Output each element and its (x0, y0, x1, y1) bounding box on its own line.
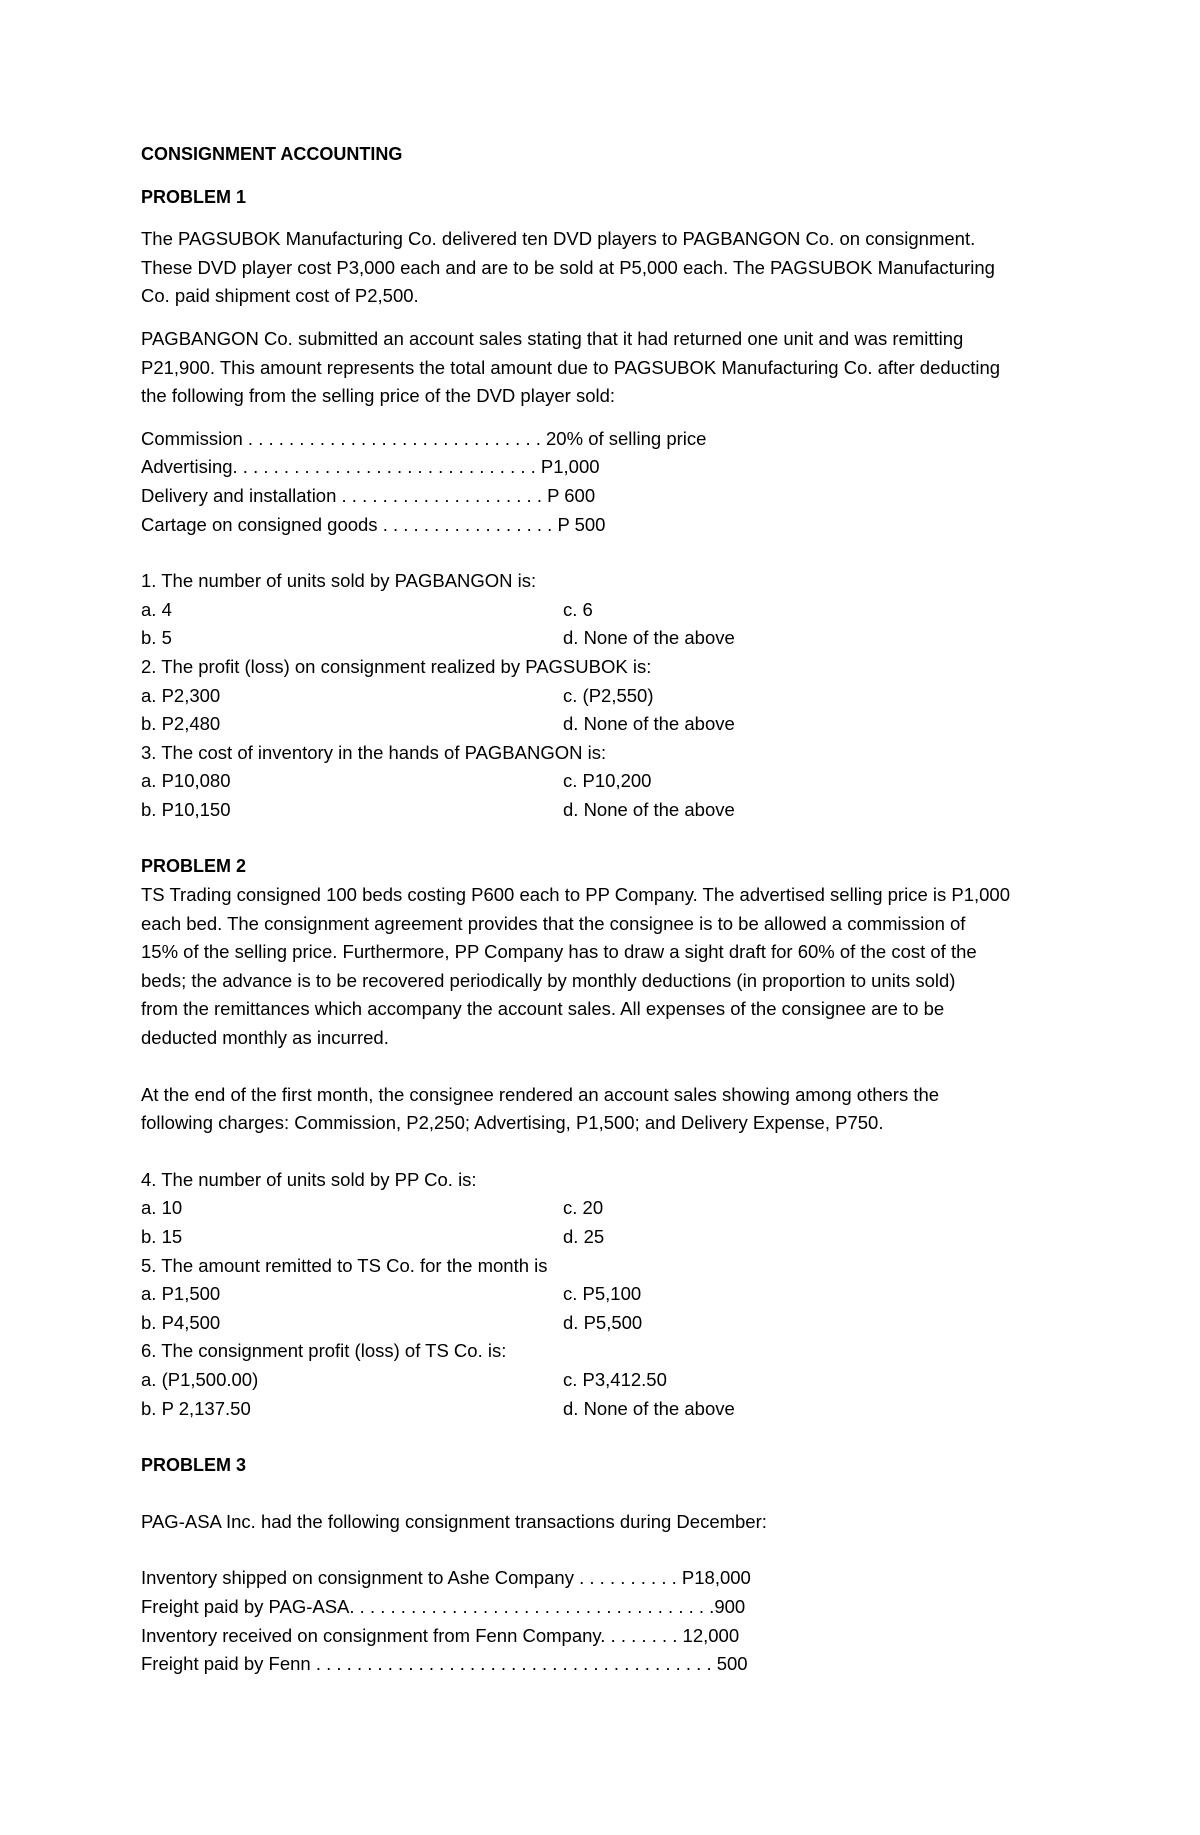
option-d: d. None of the above (563, 798, 735, 820)
paragraph-line: Co. paid shipment cost of P2,500. (141, 285, 419, 307)
deduction-item: Delivery and installation . . . . . . . . . . . . . . . . . . . . P 600 (141, 484, 596, 506)
problem-3-transactions (141, 1564, 1041, 1678)
paragraph-line: each bed. The consignment agreement provides that the consignee is to be allowed a commission of (141, 912, 966, 934)
option-b: b. P2,480 (141, 713, 221, 735)
problem-3-heading: PROBLEM 3 (141, 1455, 247, 1476)
problem-2-heading: PROBLEM 2 (141, 856, 247, 877)
document-title: CONSIGNMENT ACCOUNTING (141, 144, 403, 164)
option-c: c. P3,412.50 (563, 1368, 667, 1390)
option-d: d. None of the above (563, 627, 735, 649)
paragraph-line: beds; the advance is to be recovered periodically by monthly deductions (in proportion to units sold) (141, 969, 956, 991)
option-row (141, 624, 1041, 653)
spacer (141, 169, 1041, 183)
paragraph-line: from the remittances which accompany the account sales. All expenses of the consignee are to be (141, 998, 945, 1020)
option-d: d. None of the above (563, 1397, 735, 1419)
option-row (141, 796, 1041, 825)
option-row (141, 1366, 1041, 1395)
paragraph-line: At the end of the first month, the consignee rendered an account sales showing among others the (141, 1083, 940, 1105)
option-row (141, 1223, 1041, 1252)
spacer (141, 824, 1041, 852)
option-row (141, 767, 1041, 796)
option-c: c. 20 (563, 1197, 604, 1219)
deduction-item: Advertising. . . . . . . . . . . . . . . . . . . . . . . . . . . . . . P1,000 (141, 456, 600, 478)
option-a: a. 10 (141, 1197, 183, 1219)
problem-1-paragraph-2 (141, 325, 1041, 411)
spacer (141, 411, 1041, 425)
problem-3-intro: PAG-ASA Inc. had the following consignment transactions during December: (141, 1510, 767, 1532)
option-c: c. 6 (563, 598, 593, 620)
option-b: b. P4,500 (141, 1311, 221, 1333)
problem-1-heading: PROBLEM 1 (141, 186, 247, 207)
spacer (141, 539, 1041, 567)
option-a: a. P10,080 (141, 770, 231, 792)
option-a: a. 4 (141, 598, 172, 620)
transaction-item: Inventory shipped on consignment to Ashe Company . . . . . . . . . . P18,000 (141, 1567, 751, 1589)
option-row (141, 710, 1041, 739)
paragraph-line: the following from the selling price of the DVD player sold: (141, 385, 616, 407)
spacer (141, 1536, 1041, 1564)
spacer (141, 1138, 1041, 1166)
option-d: d. None of the above (563, 713, 735, 735)
paragraph-line: deducted monthly as incurred. (141, 1027, 389, 1049)
spacer (141, 1053, 1041, 1081)
paragraph-line: These DVD player cost P3,000 each and are to be sold at P5,000 each. The PAGSUBOK Manufacturing (141, 256, 995, 278)
document-page (141, 140, 1041, 1679)
paragraph-line: following charges: Commission, P2,250; Advertising, P1,500; and Delivery Expense, P750. (141, 1112, 884, 1134)
option-b: b. P10,150 (141, 798, 231, 820)
question-1: 1. The number of units sold by PAGBANGON is: (141, 570, 537, 592)
deductions-list (141, 425, 1041, 539)
paragraph-line: 15% of the selling price. Furthermore, PP Company has to draw a sight draft for 60% of the cost of the (141, 941, 977, 963)
problem-2-paragraph-1 (141, 881, 1041, 1053)
option-row (141, 1309, 1041, 1338)
option-b: b. P 2,137.50 (141, 1397, 251, 1419)
option-c: c. P10,200 (563, 770, 652, 792)
transaction-item: Freight paid by PAG-ASA. . . . . . . . . . . . . . . . . . . . . . . . . . . . . . . . . . . .900 (141, 1595, 746, 1617)
problem-1-questions (141, 567, 1041, 824)
option-row (141, 682, 1041, 711)
option-c: c. P5,100 (563, 1283, 642, 1305)
option-row (141, 1194, 1041, 1223)
paragraph-line: P21,900. This amount represents the total amount due to PAGSUBOK Manufacturing Co. after deducting (141, 356, 1001, 378)
transaction-item: Inventory received on consignment from Fenn Company. . . . . . . . 12,000 (141, 1624, 740, 1646)
question-3: 3. The cost of inventory in the hands of PAGBANGON is: (141, 741, 607, 763)
deduction-item: Cartage on consigned goods . . . . . . . . . . . . . . . . . P 500 (141, 513, 606, 535)
option-a: a. (P1,500.00) (141, 1368, 259, 1390)
question-4: 4. The number of units sold by PP Co. is: (141, 1168, 477, 1190)
paragraph-line: PAGBANGON Co. submitted an account sales stating that it had returned one unit and was remitting (141, 327, 964, 349)
spacer (141, 1423, 1041, 1451)
paragraph-line: TS Trading consigned 100 beds costing P600 each to PP Company. The advertised selling price is P1,000 (141, 884, 1011, 906)
spacer (141, 311, 1041, 325)
paragraph-line: The PAGSUBOK Manufacturing Co. delivered ten DVD players to PAGBANGON Co. on consignment. (141, 228, 976, 250)
spacer (141, 1480, 1041, 1508)
option-a: a. P1,500 (141, 1283, 221, 1305)
problem-1-paragraph-1 (141, 225, 1041, 311)
option-b: b. 5 (141, 627, 172, 649)
question-5: 5. The amount remitted to TS Co. for the month is (141, 1254, 548, 1276)
problem-2-paragraph-2 (141, 1081, 1041, 1138)
option-a: a. P2,300 (141, 684, 221, 706)
deduction-item: Commission . . . . . . . . . . . . . . . . . . . . . . . . . . . . . 20% of selling price (141, 427, 707, 449)
option-d: d. P5,500 (563, 1311, 643, 1333)
problem-2-questions (141, 1166, 1041, 1423)
transaction-item: Freight paid by Fenn . . . . . . . . . . . . . . . . . . . . . . . . . . . . . . . . . . . . . . . 500 (141, 1653, 748, 1675)
spacer (141, 211, 1041, 225)
option-row (141, 1280, 1041, 1309)
option-d: d. 25 (563, 1226, 605, 1247)
question-6: 6. The consignment profit (loss) of TS Co. is: (141, 1340, 507, 1362)
option-row (141, 596, 1041, 625)
option-c: c. (P2,550) (563, 684, 654, 706)
question-2: 2. The profit (loss) on consignment realized by PAGSUBOK is: (141, 655, 652, 677)
option-b: b. 15 (141, 1226, 183, 1247)
option-row (141, 1395, 1041, 1424)
